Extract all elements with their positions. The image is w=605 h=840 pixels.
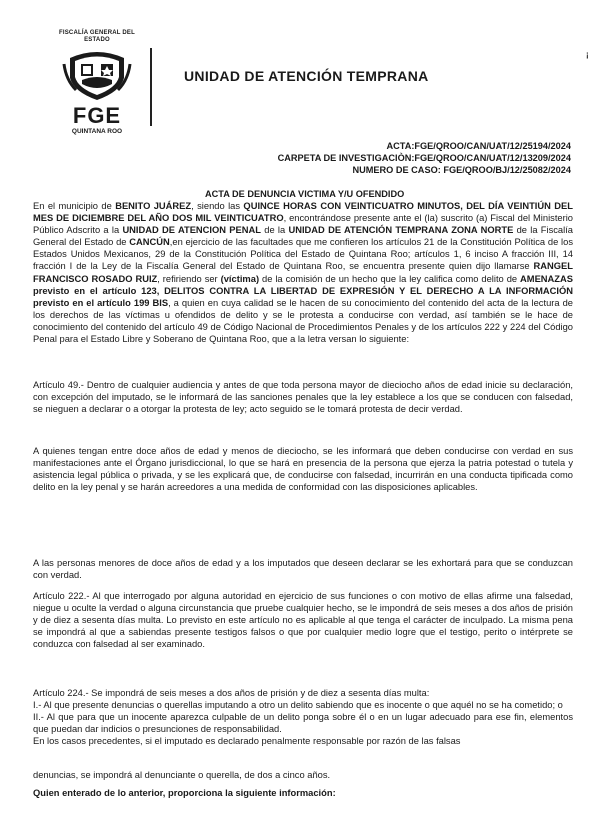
case-metadata <box>278 140 571 176</box>
article-222-paragraph: Artículo 222.- Al que interrogado por alguna autoridad en ejercicio de sus funciones o con motivo de ellas afirme una falsedad, niegue u oculte la verdad o alguna circunstancia que pruebe cualquier hecho, se le impondrá de seis meses a dos años de prisión y de diez a sesenta días multa. Lo previsto en este artículo no es aplicable al que tenga el carácter de inculpado. La misma pena se impondrá al que a sabiendas presente testigos falsos o que por cualquier medio logre que el testigo, perito o intérprete se conduzca con falsedad al ser examinado. <box>33 591 573 650</box>
case-number: NUMERO DE CASO: FGE/QROO/BJ/12/25082/2024 <box>352 165 571 175</box>
fge-logo <box>56 30 138 134</box>
minors-paragraph: A quienes tengan entre doce años de edad y menos de dieciocho, se les informará que deben conducirse con verdad en sus manifestaciones ante el Órgano jurisdiccional, lo que se hará en presencia de la persona que ejerza la patria potestad o tutela y asistencia legal pública o privada, y se les explicará que, de conducirse con falsedad, incurrirán en una conducta tipificada como delito en la ley penal y se harán acreedores a una medida de conformidad con las disposiciones aplicables. <box>33 446 573 493</box>
acta-number: ACTA:FGE/QROO/CAN/UAT/12/25194/2024 <box>386 141 571 151</box>
under-twelve-paragraph: A las personas menores de doce años de edad y a los imputados que deseen declarar se les exhortará para que se conduzcan con verdad. <box>33 558 573 581</box>
edge-mark: ¡ <box>586 50 589 59</box>
logo-state: QUINTANA ROO <box>71 128 123 135</box>
penalty-line: denuncias, se impondrá al denunciante o querella, de dos a cinco años. <box>33 770 331 780</box>
unit-title: UNIDAD DE ATENCIÓN TEMPRANA <box>184 68 429 84</box>
logo-top-text: FISCALÍA GENERAL DEL ESTADO <box>58 30 135 43</box>
acta-title: ACTA DE DENUNCIA VICTIMA Y/U OFENDIDO <box>205 189 405 199</box>
carpeta-number: CARPETA DE INVESTIGACIÒN:FGE/QROO/CAN/UAT/12/13209/2024 <box>277 153 571 163</box>
coat-of-arms-icon <box>62 44 132 102</box>
article-49-paragraph: Artículo 49.- Dentro de cualquier audiencia y antes de que toda persona mayor de dieciocho años de edad inicie su declaración, con excepción del imputado, se le informará de las sanciones penales que la ley establece a los que se conducen con falsedad, se nieguen a declarar o a otorgar la protesta de ley; acto seguido se le tomará protesta de decir verdad. <box>33 380 573 415</box>
logo-abbr: FGE <box>72 103 122 128</box>
information-heading: Quien enterado de lo anterior, proporciona la siguiente información: <box>33 788 336 798</box>
article-224-paragraph: Artículo 224.- Se impondrá de seis meses a dos años de prisión y de diez a sesenta días multa: I.- Al que presente denuncias o querellas imputando a otro un delito sabiendo que es inocente o que aquél no se ha cometido; o II.- Al que para que un inocente aparezca culpable de un delito ponga sobre él o en un lugar adecuado para ese fin, elementos que puedan dar indicios o presunciones de responsabilidad. En los casos precedentes, si el imputado es declarado penalmente responsable por razón de las falsas <box>33 688 573 747</box>
intro-paragraph: En el municipio de BENITO JUÁREZ, siendo las QUINCE HORAS CON VEINTICUATRO MINUTOS, DEL DÍA VEINTIÚN DEL MES DE DICIEMBRE DEL AÑO DOS MIL VEINTICUATRO, encontrándose presente ante el (la) suscrito (a) Fiscal del Ministerio Público Adscrito a la UNIDAD DE ATENCION PENAL de la UNIDAD DE ATENCIÓN TEMPRANA ZONA NORTE de la Fiscalía General del Estado de CANCÚN,en ejercicio de las facultades que me confieren los artículos 21 de la Constitución Política de los Estados Unidos Mexicanos, 29 de la Constitución Política del Estado de Quintana Roo; artículos 1, 6 inciso A fracción III, 14 fracción I de la Ley de la Fiscalía General del Estado de Quintana Roo, se encuentra presente quien dijo llamarse RANGEL FRANCISCO ROSADO RUIZ, refiriendo ser (víctima) de la comisión de un hecho que la ley califica como delito de AMENAZAS previsto en el artículo 123, DELITOS CONTRA LA LIBERTAD DE EXPRESIÓN Y EL DERECHO A LA INFORMACIÓN previsto en el artículo 199 BIS, a quien en cuya calidad se le hacen de su conocimiento del contenido del acta de la lectura de los derechos de las víctimas u ofendidos de delito y se le protesta a conducirse con verdad, así también se le hace de conocimiento del contenido del artículo 49 de Código Nacional de Procedimientos Penales y de los artículos 222 y 224 del Código Penal para el Estado Libre y Soberano de Quintana Roo, que a la letra versan lo siguiente: <box>33 201 574 345</box>
header-divider <box>150 48 152 126</box>
